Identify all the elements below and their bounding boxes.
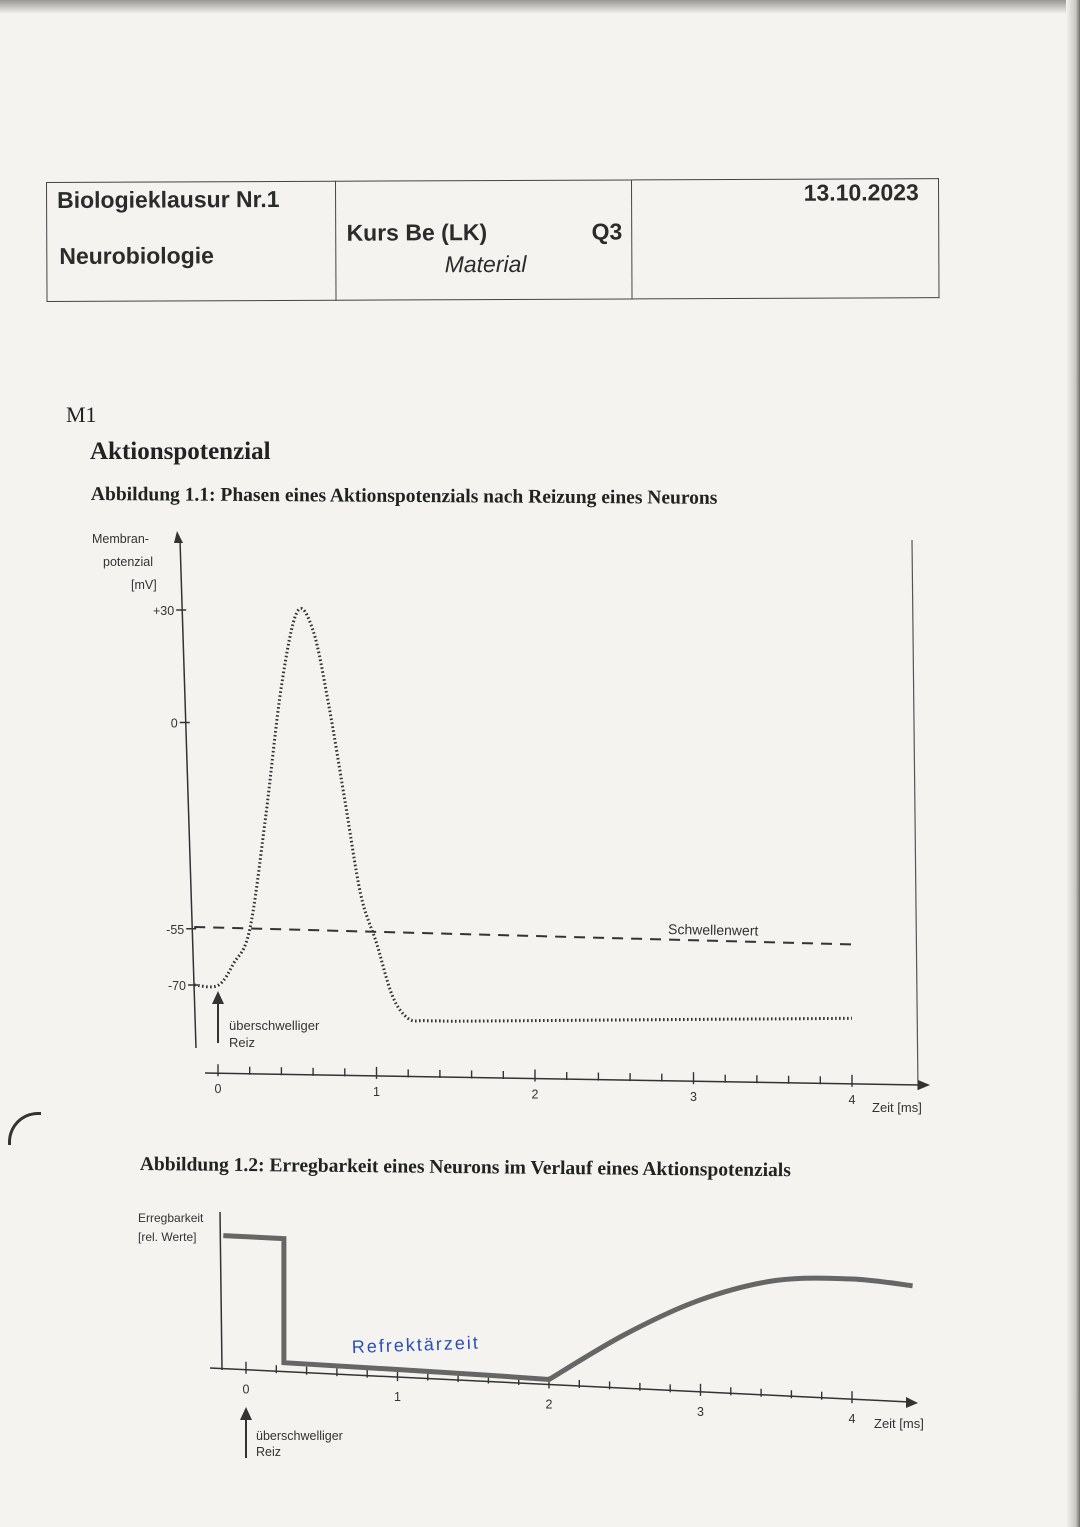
figure1-y-tick-label-3: -70 (167, 979, 187, 993)
figure2-x-tick-label-1: 1 (394, 1390, 401, 1405)
figure1-xlabel: Zeit [ms] (872, 1100, 922, 1115)
figure1-x-tick-label-1: 1 (373, 1084, 380, 1099)
figure2-excitability-curve (223, 1236, 912, 1380)
figure1-x-tick-label-2: 2 (531, 1087, 539, 1102)
figure1-x-tick-label-4: 4 (848, 1092, 856, 1107)
figure1-stimulus-label-line2: Reiz (229, 1035, 256, 1050)
figure2-xlabel: Zeit [ms] (874, 1416, 924, 1431)
figure1-y-tick-label-1: 0 (170, 716, 178, 731)
figure1-x-tick-label-0: 0 (214, 1082, 222, 1097)
figure2-x-tick-label-2: 2 (545, 1397, 553, 1412)
section-label: M1 (66, 402, 97, 427)
level-label: Q3 (591, 218, 623, 245)
material-label: Material (444, 250, 527, 278)
figure1-caption: Abbildung 1.1: Phasen eines Aktionspotenzials nach Reizung eines Neurons (90, 484, 718, 509)
figure2-x-tick-label-0: 0 (242, 1382, 250, 1397)
figure2-x-tick-label-3: 3 (697, 1404, 704, 1419)
exam-title: Biologieklausur Nr.1 (57, 185, 280, 213)
figure2-handwritten-note: Refrektärzeit (351, 1332, 481, 1357)
figure2-stimulus-label-line2: Reiz (256, 1445, 282, 1459)
figure1-ylabel-line1: Membran- (92, 532, 149, 546)
figure2-stimulus-label-line1: überschwelliger (256, 1429, 343, 1443)
figure1-y-tick-label-2: -55 (166, 922, 185, 937)
exam-date: 13.10.2023 (803, 179, 919, 206)
figure1-threshold-label: Schwellenwert (667, 921, 759, 939)
figure2-x-tick-label-4: 4 (848, 1412, 856, 1427)
figure2-caption: Abbildung 1.2: Erregbarkeit eines Neurons im Verlauf eines Aktionspotenzials (139, 1154, 791, 1182)
figure1-ylabel-line2: potenzial (103, 555, 154, 569)
figure2-ylabel-line2: [rel. Werte] (138, 1230, 197, 1244)
figure2-y-axis (220, 1212, 222, 1370)
course-label: Kurs Be (LK) (346, 219, 488, 246)
figure2-ylabel-line1: Erregbarkeit (138, 1211, 204, 1225)
figure2-x-axis-arrow (906, 1397, 918, 1408)
figure1-y-tick-label-0: +30 (152, 604, 175, 618)
figure1-stimulus-label-line1: überschwelliger (229, 1018, 320, 1033)
figure1-ylabel-line3: [mV] (131, 578, 157, 592)
section-title: Aktionspotenzial (90, 438, 271, 465)
subject-label: Neurobiologie (59, 242, 215, 269)
figure2-stimulus-arrowhead (240, 1407, 252, 1420)
figure1-x-tick-label-3: 3 (690, 1090, 697, 1105)
figure2-x-ticks (243, 1362, 856, 1426)
